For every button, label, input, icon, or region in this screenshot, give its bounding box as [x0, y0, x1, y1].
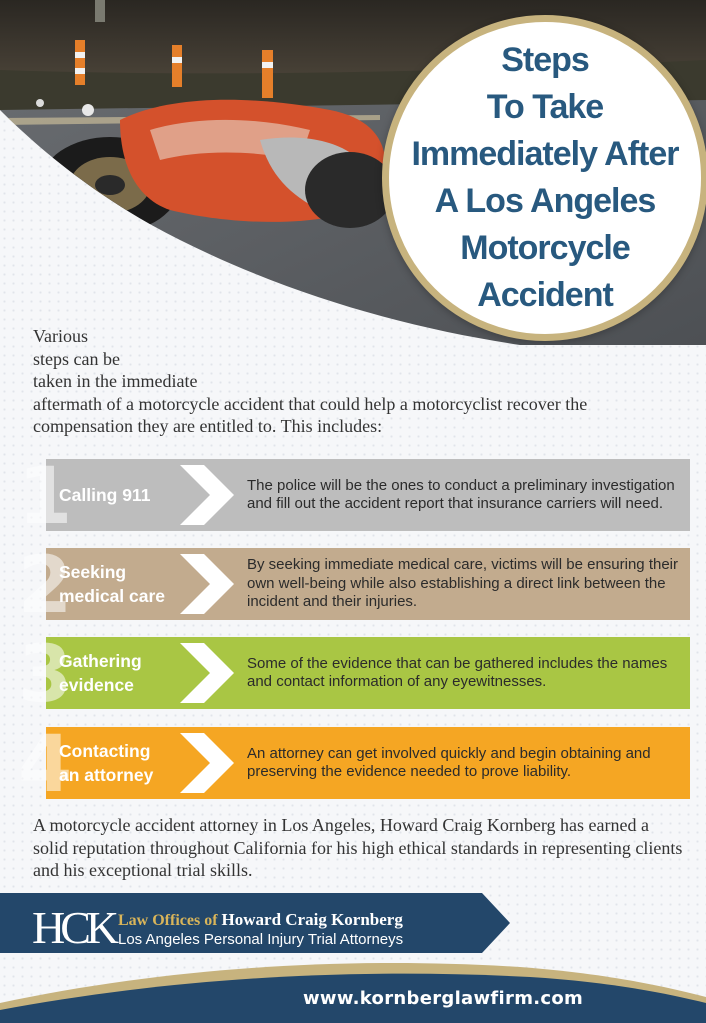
closing-text: A motorcycle accident attorney in Los Angeles, Howard Craig Kornberg has earned a solid reputation throughout California for his high ethical standards in representing clients and his exceptional trial skills. [33, 815, 683, 880]
step-number: 1 [18, 452, 73, 542]
step-1 [18, 452, 690, 542]
firm-prefix: Law Offices of [118, 912, 218, 929]
hero-photo [0, 0, 706, 345]
step-2 [18, 541, 690, 631]
chevron-right-icon [176, 641, 242, 705]
intro-text: Various steps can be taken in the immediate aftermath of a motorcycle accident that could help a motorcyclist recover the compensation they are entitled to. This includes: [33, 326, 588, 436]
step-number: 3 [18, 630, 73, 720]
step-3 [18, 630, 690, 720]
firm-tagline: Los Angeles Personal Injury Trial Attorneys [118, 931, 404, 948]
firm-name [118, 910, 403, 931]
firm-name-main: Howard Craig Kornberg [221, 910, 403, 929]
step-label: Seeking medical care [59, 562, 166, 606]
step-description: Some of the evidence that can be gathered includes the names and contact information of any eyewitnesses. [247, 654, 668, 690]
step-number: 4 [18, 720, 73, 810]
step-label: Contacting an attorney [59, 741, 154, 785]
step-description: The police will be the ones to conduct a preliminary investigation and fill out the accident report that insurance carriers will need. [247, 476, 675, 512]
chevron-right-icon [176, 731, 242, 795]
step-4 [18, 720, 690, 810]
step-number: 2 [18, 541, 73, 631]
page-title: Steps To Take Immediately After A Los Angeles Motorcycle Accident [411, 41, 679, 314]
website-link[interactable]: www.kornberglawfirm.com [303, 988, 584, 1009]
step-description: An attorney can get involved quickly and begin obtaining and preserving the evidence needed to prove liability. [247, 744, 651, 780]
step-label: Gathering evidence [59, 651, 142, 695]
chevron-right-icon [176, 463, 242, 527]
firm-logo: HCK [32, 902, 115, 953]
chevron-right-icon [176, 552, 242, 616]
step-description: By seeking immediate medical care, victims will be ensuring their own well-being while also establishing a direct link between the incident and their injuries. [247, 556, 679, 611]
step-label: Calling 911 [59, 485, 151, 505]
